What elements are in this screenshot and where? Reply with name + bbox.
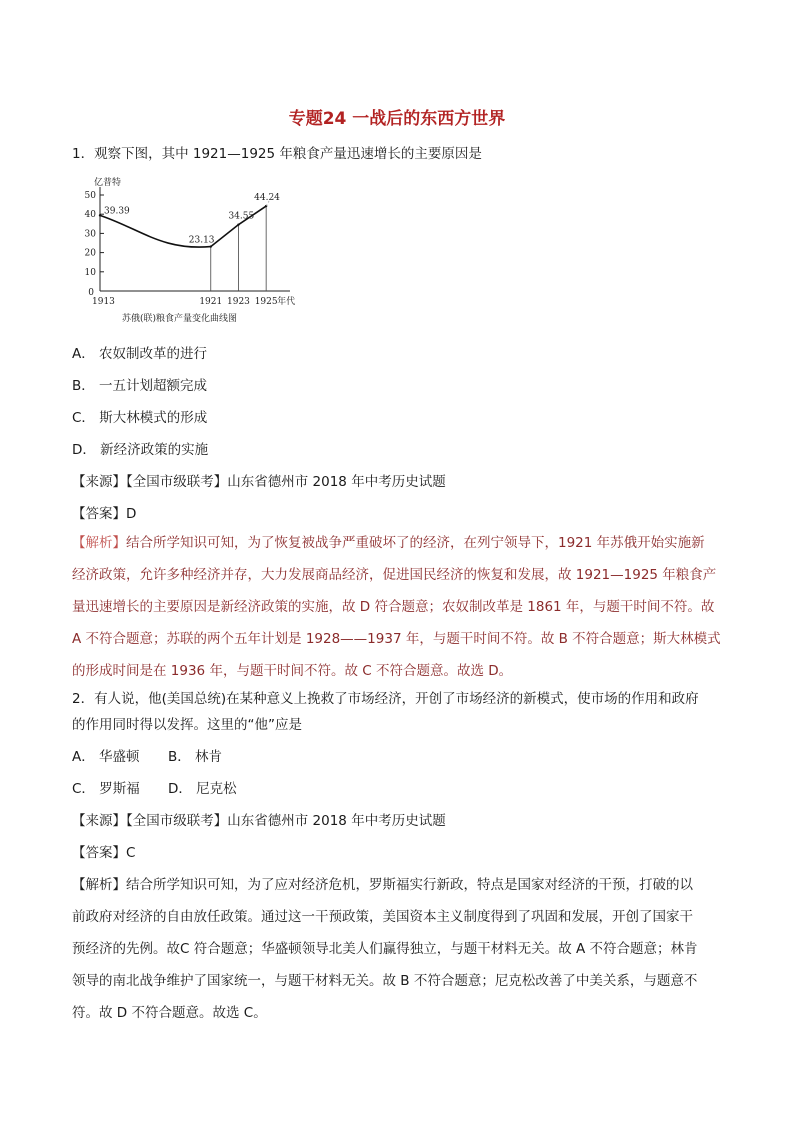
grain-output-chart xyxy=(80,175,310,325)
q1-answer: 【答案】D xyxy=(72,506,137,522)
y-tick-label: 50 xyxy=(84,191,96,201)
q2-option-d: D． 尼克松 xyxy=(168,781,237,797)
q2-explanation-line-2: 前政府对经济的自由放任政策。通过这一干预政策，美国资本主义制度得到了巩固和发展，开创了国家干 xyxy=(72,909,693,925)
data-label: 23.13 xyxy=(188,235,215,246)
q1-source: 【来源】【全国市级联考】山东省德州市 2018 年中考历史试题 xyxy=(72,474,446,490)
data-point xyxy=(99,214,101,216)
x-tick-label: 1923 xyxy=(227,297,250,307)
q2-explanation-line-3: 预经济的先例。故C 符合题意；华盛顿领导北美人们赢得独立，与题干材料无关。故 A 不符合题意；林肯 xyxy=(72,941,698,957)
q2-explanation-line-5: 符。故 D 不符合题意。故选 C。 xyxy=(72,1005,267,1021)
q2-option-b: B． 林肯 xyxy=(168,749,223,765)
q1-explanation-line-2: 经济政策，允许多种经济并存，大力发展商品经济，促进国民经济的恢复和发展，故 1921—1925 年粮食产 xyxy=(72,567,717,583)
q1-option-a: A． 农奴制改革的进行 xyxy=(72,346,208,362)
q1-option-d: D． 新经济政策的实施 xyxy=(72,442,209,458)
q2-explanation-line-1: 【解析】结合所学知识可知，为了应对经济危机，罗斯福实行新政，特点是国家对经济的干预，打破的以 xyxy=(72,877,693,893)
q2-option-a: A． 华盛顿 xyxy=(72,749,140,765)
y-tick-label: 20 xyxy=(84,248,96,259)
q2-option-c: C． 罗斯福 xyxy=(72,781,140,797)
data-point xyxy=(210,245,212,247)
data-label: 34.55 xyxy=(228,211,255,222)
q1-stem: 1．观察下图，其中 1921—1925 年粮食产量迅速增长的主要原因是 xyxy=(72,146,482,162)
x-tick-label: 1925 xyxy=(254,297,278,307)
data-label: 44.24 xyxy=(254,193,280,204)
y-axis-label: 亿普特 xyxy=(94,178,122,188)
data-point xyxy=(237,223,239,225)
x-tick-label: 1913 xyxy=(92,297,115,307)
x-tick-label: 1921 xyxy=(199,297,223,307)
y-tick-label: 40 xyxy=(84,210,96,221)
data-point xyxy=(265,205,267,207)
q1-explanation-line-1: 【解析】结合所学知识可知，为了恢复被战争严重破坏了的经济，在列宁领导下，1921 年苏俄开始实施新 xyxy=(72,535,705,551)
x-axis-label: 年代 xyxy=(277,297,296,307)
page-title: 专题24 一战后的东西方世界 xyxy=(288,109,506,129)
q1-explanation-label: 【解析】 xyxy=(72,535,126,551)
q1-explanation-line-4: A 不符合题意；苏联的两个五年计划是 1928——1937 年，与题干时间不符。故 B 不符合题意；斯大林模式 xyxy=(72,631,721,647)
data-label: 39.39 xyxy=(104,206,130,217)
q2-stem-line-2: 的作用同时得以发挥。这里的“他”应是 xyxy=(72,717,302,733)
q1-option-c: C． 斯大林模式的形成 xyxy=(72,410,208,426)
q1-option-b: B． 一五计划超额完成 xyxy=(72,378,208,394)
chart-caption: 苏俄(联)粮食产量变化曲线图 xyxy=(122,314,238,324)
y-tick-label: 30 xyxy=(84,229,96,240)
q2-explanation-label: 【解析】 xyxy=(72,877,126,893)
q1-explanation-line-3: 量迅速增长的主要原因是新经济政策的实施，故 D 符合题意；农奴制改革是 1861 年，与题干时间不符。故 xyxy=(72,599,715,615)
q2-explanation-line-4: 领导的南北战争维护了国家统一，与题干材料无关。故 B 不符合题意；尼克松改善了中美关系，与题意不 xyxy=(72,973,698,989)
q1-explanation-line-5: 的形成时间是在 1936 年，与题干时间不符。故 C 不符合题意。故选 D。 xyxy=(72,663,513,679)
y-tick-label: 10 xyxy=(84,267,96,278)
q2-stem-line-1: 2．有人说，他(美国总统)在某种意义上挽救了市场经济，开创了市场经济的新模式，使市场的作用和政府 xyxy=(72,691,699,707)
q2-answer: 【答案】C xyxy=(72,845,136,861)
q2-source: 【来源】【全国市级联考】山东省德州市 2018 年中考历史试题 xyxy=(72,813,446,829)
y-tick-label: 0 xyxy=(88,288,94,298)
